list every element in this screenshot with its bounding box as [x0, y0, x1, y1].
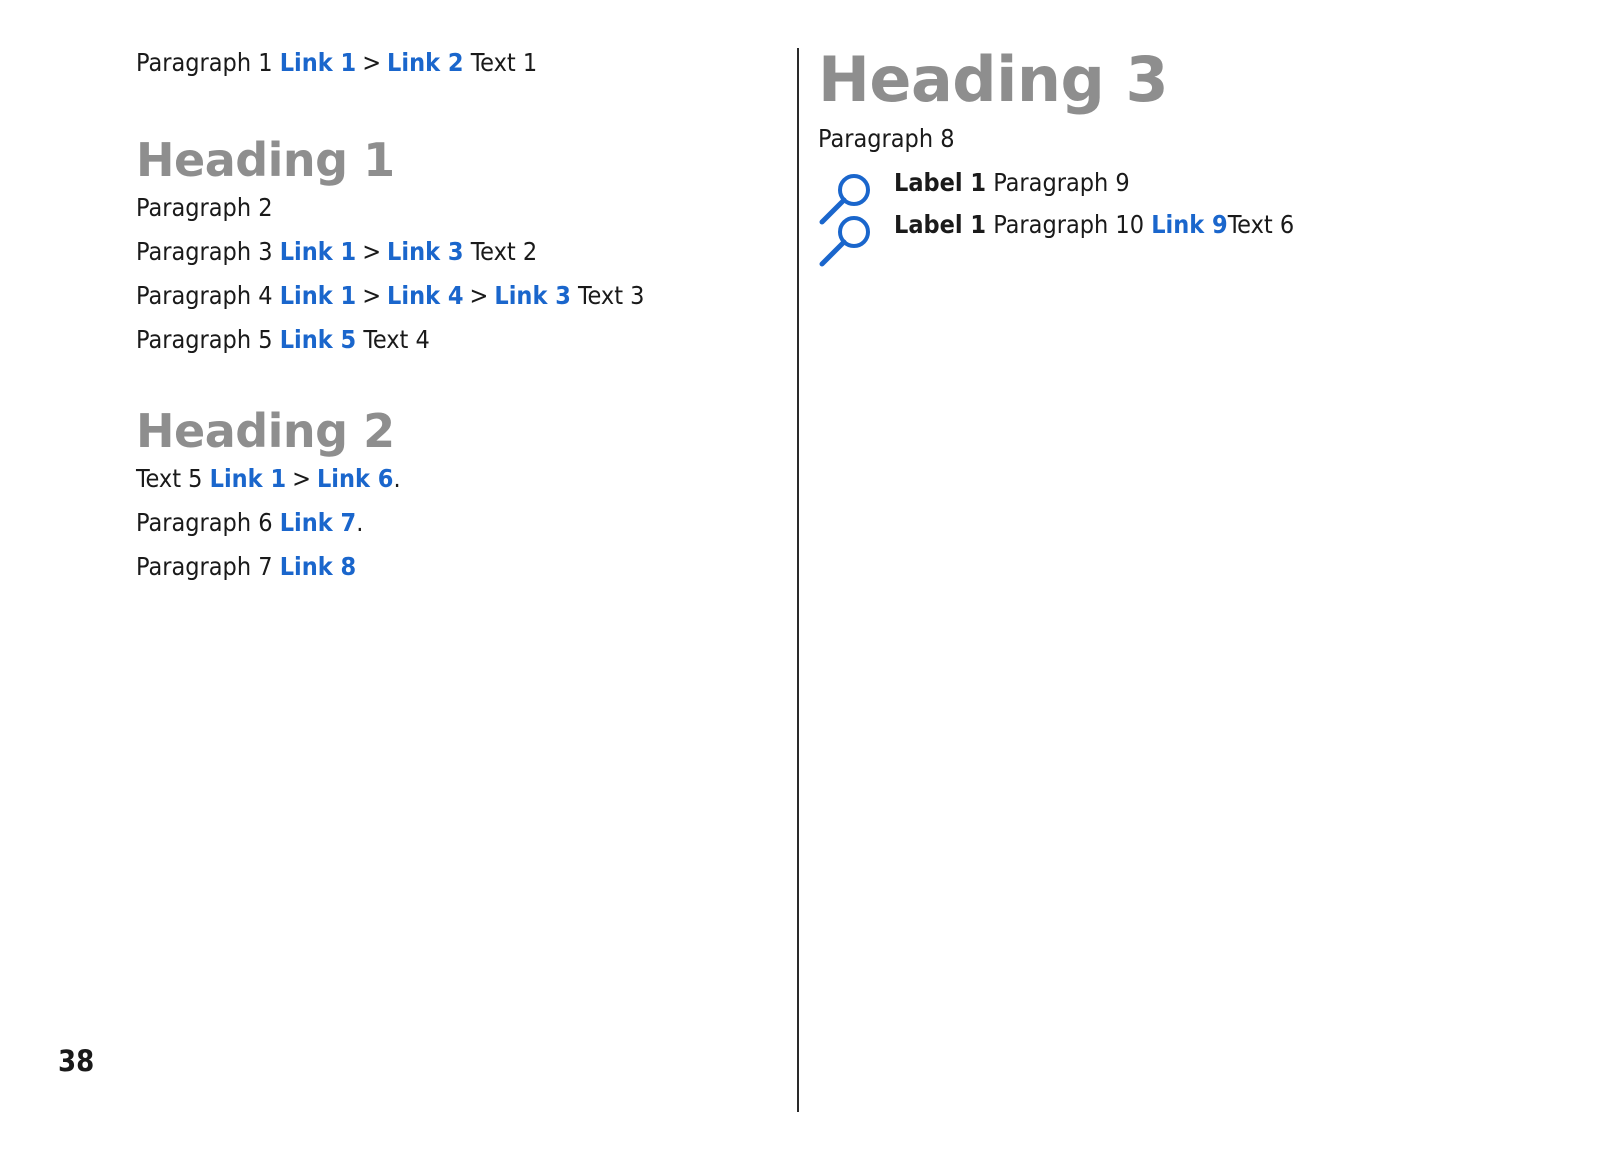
sort-contacts-link[interactable]: Link 2 — [387, 48, 464, 77]
example-label: Label 1 — [894, 210, 987, 239]
settings-p1-text: Text 5 — [136, 464, 203, 493]
settings-p1-period: . — [393, 464, 401, 493]
column-divider — [797, 48, 799, 1112]
right-column — [818, 44, 1498, 252]
magnifier-icon — [818, 214, 874, 268]
functions-link[interactable]: Link 1 — [279, 237, 357, 266]
settings-paragraph-1 — [136, 464, 782, 494]
menu-separator: > — [362, 48, 382, 77]
left-column — [136, 48, 782, 596]
settings-p2-period: . — [356, 508, 364, 537]
menu-separator: > — [469, 281, 489, 310]
ringtone-p2-text: Paragraph 3 — [136, 237, 273, 266]
melody-link[interactable]: Link 3 — [387, 237, 464, 266]
ringtone-paragraph-1: Paragraph 2 — [136, 193, 273, 222]
settings-p3-text: Paragraph 7 — [136, 552, 273, 581]
go-to-link[interactable]: Link 9 — [1151, 210, 1228, 239]
settings-section-heading: Heading 2 — [136, 404, 395, 458]
ringtone-p3-text-end: Text 3 — [578, 281, 645, 310]
settings-p2-text: Paragraph 6 — [136, 508, 273, 537]
group-link[interactable]: Link 4 — [387, 281, 464, 310]
example-tip-2-text — [894, 210, 1498, 240]
menu-separator: > — [362, 237, 382, 266]
default-contacts-list-link[interactable]: Link 8 — [279, 552, 357, 581]
standard-melody-link[interactable]: Link 5 — [279, 325, 357, 354]
page-number: 38 — [58, 1044, 95, 1078]
intro-paragraph — [136, 48, 782, 78]
ringtone-p4-text: Paragraph 5 — [136, 325, 273, 354]
name-display-link[interactable]: Link 7 — [279, 508, 357, 537]
example-tip-2-body: Paragraph 10 — [993, 210, 1145, 239]
settings-paragraph-3 — [136, 552, 782, 582]
functions-link[interactable]: Link 1 — [279, 281, 357, 310]
intro-text: Paragraph 1 — [136, 48, 273, 77]
ringtone-paragraph-3 — [136, 281, 782, 311]
intro-text-end: Text 1 — [470, 48, 538, 77]
multitasking-heading: Heading 3 — [818, 43, 1169, 116]
settings-link[interactable]: Link 6 — [316, 464, 394, 493]
settings-paragraph-2 — [136, 508, 782, 538]
multitasking-paragraph: Paragraph 8 — [818, 124, 955, 153]
functions-link[interactable]: Link 1 — [279, 48, 357, 77]
example-tip-2-body-end: Text 6 — [1227, 210, 1295, 239]
ringtone-p3-text: Paragraph 4 — [136, 281, 273, 310]
ringtone-section-heading: Heading 1 — [136, 133, 395, 187]
menu-separator: > — [292, 464, 311, 493]
functions-link[interactable]: Link 1 — [209, 464, 287, 493]
ringtone-p2-text-end: Text 2 — [470, 237, 538, 266]
menu-separator: > — [362, 281, 382, 310]
example-tip-1 — [818, 168, 1498, 198]
example-tip-2 — [818, 210, 1498, 240]
melody-link[interactable]: Link 3 — [494, 281, 571, 310]
example-tip-1-body: Paragraph 9 — [993, 168, 1130, 197]
ringtone-paragraph-4 — [136, 325, 782, 355]
ringtone-paragraph-2 — [136, 237, 782, 267]
ringtone-p4-text-end: Text 4 — [363, 325, 430, 354]
example-label: Label 1 — [894, 168, 987, 197]
example-tip-1-text — [894, 168, 1498, 198]
